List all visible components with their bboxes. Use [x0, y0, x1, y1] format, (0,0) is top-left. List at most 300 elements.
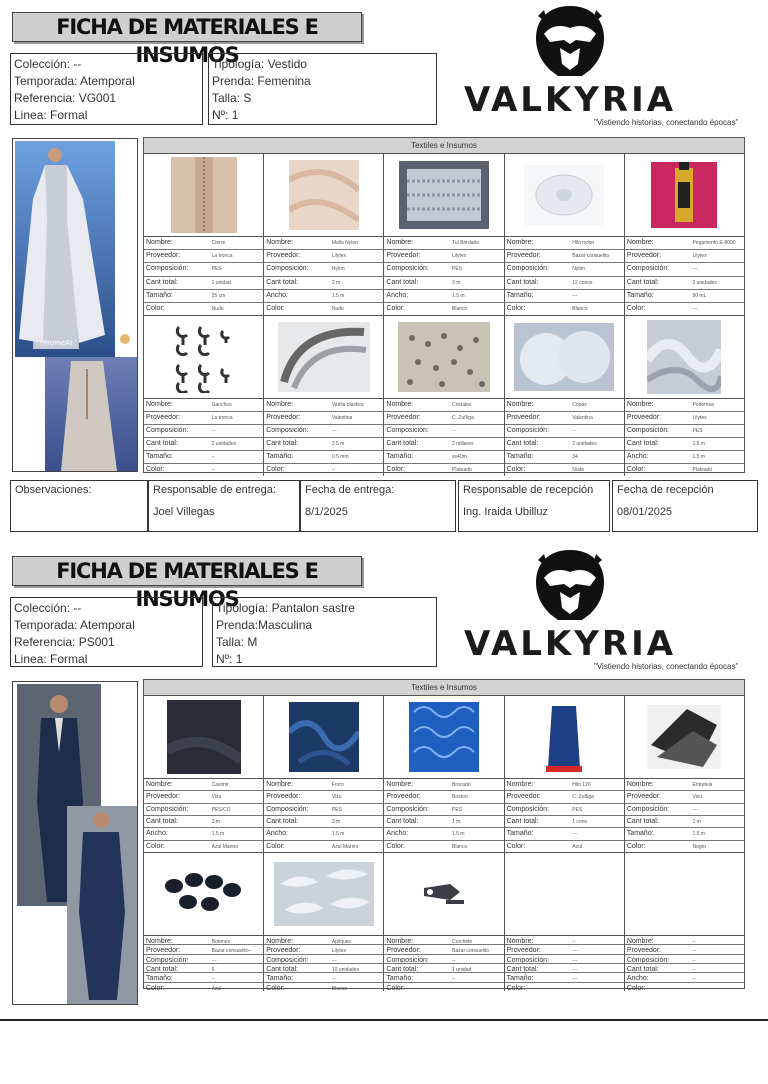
- spec-key: Cant total:: [266, 817, 299, 825]
- material-spec: [384, 399, 504, 476]
- spec-key: Nombre:: [266, 401, 294, 408]
- spec-key: Cant total:: [266, 965, 299, 973]
- spec-value: Nude: [211, 305, 224, 312]
- spec-key: Cant total:: [266, 278, 299, 286]
- garment-info: [208, 53, 437, 125]
- spec-value: 2.5 m: [331, 441, 345, 447]
- thread-cone-icon: [544, 700, 584, 774]
- spec-key: Composición:: [626, 956, 670, 963]
- spec-value: 1.5 m: [692, 831, 705, 838]
- spec-key: Cant total:: [266, 440, 299, 447]
- spec-key: Tamaño:: [146, 291, 173, 299]
- spec-value: Botones: [211, 939, 230, 945]
- spec-key: Color:: [266, 466, 285, 473]
- spec-value: 6: [211, 966, 215, 973]
- spec-key: Composición:: [506, 805, 550, 813]
- info-line: Colección: --: [14, 601, 82, 615]
- spec-key: Composición:: [386, 427, 429, 434]
- spec-value: ---: [572, 831, 578, 838]
- spec-value: Blanco: [331, 985, 348, 991]
- material-spec: [625, 237, 744, 315]
- spec-key: Proveedor:: [386, 252, 421, 260]
- material-image: [264, 853, 384, 935]
- spec-value: ---: [692, 305, 698, 312]
- spec-value: PES: [452, 266, 463, 273]
- spec-key: Composición:: [146, 956, 189, 963]
- spec-key: Cant total:: [146, 965, 178, 973]
- spec-value: Lilytex: [331, 948, 347, 954]
- spec-key: Tamaño:: [506, 453, 534, 460]
- material-spec: [264, 237, 384, 315]
- spec-key: Color:: [266, 842, 285, 850]
- spec-value: ---: [572, 292, 578, 299]
- materials-grid: [143, 137, 745, 473]
- spec-key: Composición:: [146, 427, 189, 434]
- spec-key: Cant total:: [146, 817, 178, 825]
- spec-value: PES: [452, 806, 463, 813]
- material-image-empty: [625, 853, 744, 935]
- spec-key: Composición:: [626, 265, 670, 273]
- material-spec: [264, 399, 384, 476]
- spec-value: Brocado: [452, 782, 471, 788]
- valkyria-helmet-icon: [530, 548, 610, 622]
- nylon-thread-spool-icon: [524, 165, 604, 225]
- spec-key: Nombre:: [506, 938, 534, 945]
- spec-key: Color:: [506, 466, 526, 473]
- material-image: [144, 853, 264, 935]
- interfacing-fabric-icon: [647, 705, 721, 769]
- reception-date-box: [612, 480, 758, 532]
- spec-key: Color:: [386, 466, 406, 473]
- spec-key: Ancho:: [386, 291, 409, 299]
- material-spec: [384, 936, 504, 991]
- spec-key: Ancho:: [626, 453, 649, 460]
- spec-value: --: [572, 428, 576, 434]
- spec-value: Nude: [331, 305, 344, 312]
- spec-key: Nombre:: [146, 401, 173, 408]
- spec-value: Blanco: [452, 305, 468, 312]
- spec-key: Nombre:: [626, 781, 654, 788]
- spec-value: Tul Bordado: [452, 240, 480, 246]
- spec-value: C. Zuñiga: [452, 415, 474, 421]
- spec-value: PES: [572, 806, 583, 813]
- spec-key: Proveedor:: [626, 414, 662, 421]
- spec-value: Valentina: [331, 415, 353, 421]
- info-line: Linea: Formal: [14, 652, 88, 666]
- spec-value: --: [452, 428, 456, 434]
- spec-value: PES: [331, 806, 342, 813]
- spec-row-2: [144, 399, 744, 476]
- spec-value: --: [211, 976, 215, 982]
- spec-value: ---: [331, 976, 337, 982]
- spec-key: Proveedor:: [266, 252, 301, 260]
- info-line: Colección: --: [14, 57, 82, 71]
- brand-name: VALKYRIA: [463, 624, 677, 664]
- spec-key: Cant total:: [506, 965, 539, 973]
- spec-key: Proveedor:: [506, 414, 541, 421]
- material-spec: [384, 779, 504, 852]
- material-spec: [384, 237, 504, 315]
- brand-logo: [438, 0, 758, 132]
- spec-key: Proveedor:: [506, 947, 541, 954]
- spec-value: --: [692, 939, 696, 945]
- spec-value: --: [452, 957, 456, 963]
- spec-key: Nombre:: [626, 401, 654, 408]
- material-image: [505, 316, 625, 398]
- spec-key: Composición:: [626, 805, 670, 813]
- spec-value: ---: [211, 957, 217, 963]
- spec-key: Proveedor:: [386, 947, 421, 954]
- reception-date-label: Fecha de recepción: [617, 484, 714, 496]
- spec-value: ---: [572, 948, 578, 954]
- material-image: [384, 154, 504, 236]
- spec-key: Tamaño:: [506, 830, 534, 838]
- spec-key: Ancho:: [146, 830, 168, 838]
- spec-value: Nylon: [572, 266, 586, 273]
- spec-key: Color:: [506, 304, 526, 312]
- spec-key: Tamaño:: [386, 453, 414, 460]
- spec-key: Cant total:: [626, 440, 659, 447]
- brand-tagline: "Vistiendo historias, conectando épocas": [594, 662, 739, 671]
- spec-value: Nylon: [331, 266, 345, 273]
- spec-value: Ganchos: [211, 402, 232, 408]
- spec-key: Composición:: [386, 805, 429, 813]
- spec-value: ---: [572, 957, 578, 963]
- spec-key: Nombre:: [386, 239, 414, 246]
- spec-value: Vizu: [211, 794, 222, 801]
- material-sheet-1: [0, 0, 768, 540]
- spec-value: ---: [572, 985, 578, 991]
- spec-value: Vizu: [692, 794, 703, 801]
- material-image: [144, 696, 264, 778]
- spec-value: Cristales: [452, 402, 472, 408]
- spec-value: 1 unidad: [452, 966, 472, 973]
- spec-key: Proveedor:: [626, 252, 662, 260]
- spec-key: Color:: [266, 304, 285, 312]
- spec-value: Boston: [452, 794, 468, 801]
- material-spec: [144, 936, 264, 991]
- delivery-responsible-value: Joel Villegas: [153, 506, 215, 518]
- info-line: Prenda: Femenina: [212, 74, 311, 88]
- spec-key: Cant total:: [626, 817, 659, 825]
- spec-key: Tamaño:: [386, 975, 414, 982]
- spec-value: Bazar consuelito: [572, 253, 610, 260]
- valkyria-helmet-icon: [530, 4, 610, 78]
- spec-key: Color:: [386, 304, 406, 312]
- spec-key: Proveedor:: [386, 793, 421, 801]
- spec-value: Hilo 120: [572, 782, 591, 788]
- spec-value: 1.5 m: [692, 441, 705, 447]
- delivery-date-box: [300, 480, 456, 532]
- spec-value: 1 cono: [572, 818, 588, 825]
- spec-value: Cierre: [211, 240, 226, 246]
- material-spec: [264, 936, 384, 991]
- collection-info: [10, 597, 203, 667]
- lining-fabric-icon: [289, 702, 359, 772]
- spec-key: Tamaño:: [506, 291, 534, 299]
- info-line: Talla: S: [212, 91, 252, 105]
- material-spec: [625, 779, 744, 852]
- spec-key: Proveedor:: [146, 947, 181, 954]
- spec-key: Color:: [146, 466, 165, 473]
- spec-key: Nombre:: [626, 938, 654, 945]
- brocade-fabric-icon: [409, 702, 479, 772]
- spec-value: Poderosa: [692, 402, 714, 408]
- garment-photo: [12, 138, 138, 472]
- spec-value: 1 m: [692, 818, 701, 825]
- spec-value: C. Zuñiga: [572, 794, 594, 801]
- spec-value: 25 cm: [211, 292, 226, 299]
- spec-key: Tamaño:: [146, 453, 173, 460]
- grid-header: Textiles e Insumos: [144, 138, 744, 154]
- spec-key: Cant total:: [626, 965, 659, 973]
- info-line: Nº: 1: [212, 108, 239, 122]
- spec-key: Cant total:: [506, 278, 539, 286]
- material-spec: [144, 237, 264, 315]
- image-row-2: [144, 853, 744, 936]
- spec-value: --: [331, 467, 336, 473]
- spec-key: Color:: [626, 466, 646, 473]
- info-line: Linea: Formal: [14, 108, 88, 122]
- material-spec: [505, 779, 625, 852]
- spec-row-1: [144, 237, 744, 316]
- spec-key: Color:: [506, 842, 526, 850]
- spec-key: Cant total:: [386, 817, 419, 825]
- spec-key: Cant total:: [386, 278, 419, 286]
- info-line: Talla: M: [216, 635, 258, 649]
- spec-value: Entretela: [692, 782, 713, 788]
- spec-key: Cant total:: [386, 440, 419, 447]
- delivery-responsible-label: Responsable de entrega:: [153, 484, 276, 496]
- spec-key: Color:: [506, 984, 526, 991]
- spec-value: La tronca: [211, 415, 233, 421]
- spec-key: Composición:: [506, 427, 550, 434]
- spec-key: Nombre:: [386, 938, 414, 945]
- spec-key: Tamaño:: [146, 975, 173, 982]
- spec-key: Nombre:: [506, 239, 534, 246]
- buttons-icon: [158, 864, 250, 924]
- material-image: [264, 154, 384, 236]
- spec-key: Proveedor:: [506, 252, 541, 260]
- spec-key: Color:: [626, 304, 646, 312]
- spec-key: Proveedor:: [266, 947, 301, 954]
- spec-value: 3 m: [452, 279, 461, 286]
- material-spec: [144, 399, 264, 476]
- spec-value: PES/CO: [211, 806, 231, 813]
- bra-cups-icon: [514, 323, 614, 391]
- material-image: [144, 154, 264, 236]
- spec-value: Varilla plastica: [331, 402, 364, 408]
- spec-row-1: [144, 779, 744, 853]
- spec-key: Cant total:: [506, 440, 539, 447]
- spec-key: Cant total:: [626, 278, 659, 286]
- garment-photo: [12, 681, 138, 1005]
- materials-grid: [143, 679, 745, 989]
- spec-value: Azul: [211, 985, 222, 991]
- spec-value: Vizu: [331, 794, 342, 801]
- spec-value: Azul Marino: [211, 843, 239, 850]
- info-line: Tipología: Vestido: [212, 57, 307, 71]
- info-line: Temporada: Atemporal: [14, 74, 135, 88]
- reception-responsible-label: Responsable de recepción: [463, 484, 594, 496]
- spec-key: Cant total:: [506, 817, 539, 825]
- spec-value: 1.5 m: [331, 831, 345, 838]
- material-image: [264, 696, 384, 778]
- material-image: [505, 154, 625, 236]
- observations-label: Observaciones:: [15, 484, 92, 496]
- delivery-date-label: Fecha de entrega:: [305, 484, 395, 496]
- info-line: Nº: 1: [216, 652, 243, 666]
- image-row-1: [144, 154, 744, 237]
- spec-value: ---: [331, 428, 337, 434]
- image-row-2: [144, 316, 744, 399]
- spec-key: Color:: [386, 984, 406, 991]
- spec-value: --: [692, 985, 696, 991]
- cashmere-fabric-icon: [167, 700, 241, 774]
- spec-key: Proveedor:: [626, 947, 662, 954]
- spec-key: Tamaño:: [626, 291, 654, 299]
- spec-value: --: [692, 957, 696, 963]
- model-suit-photo-icon: [13, 682, 138, 1005]
- spec-value: 1.5 m: [452, 292, 465, 299]
- spec-value: ---: [331, 957, 337, 963]
- image-row-1: [144, 696, 744, 779]
- material-image: [264, 316, 384, 398]
- material-spec: [505, 936, 625, 991]
- spec-value: Plateado: [452, 467, 472, 473]
- appliques-icon: [274, 862, 374, 926]
- spec-value: --: [211, 454, 215, 460]
- spec-value: 1 m: [452, 818, 461, 825]
- spec-key: Nombre:: [266, 781, 294, 788]
- reception-responsible-value: Ing. Iraida Ubilluz: [463, 506, 548, 518]
- spec-key: Nombre:: [146, 938, 173, 945]
- nylon-mesh-icon: [289, 160, 359, 230]
- spec-value: La tronca: [211, 253, 233, 260]
- spec-value: PES: [211, 266, 222, 273]
- material-spec: [625, 936, 744, 991]
- spec-value: Bazar consuelito: [452, 948, 490, 954]
- collection-info: [10, 53, 203, 125]
- sheet-title: FICHA DE MATERIALES E INSUMOS: [12, 12, 362, 42]
- info-line: Tipología: Pantalon sastre: [216, 601, 355, 615]
- spec-value: 0.5 mm: [331, 454, 349, 460]
- garment-info: [212, 597, 437, 667]
- plastic-boning-icon: [278, 322, 370, 392]
- brand-name: VALKYRIA: [463, 80, 677, 120]
- delivery-responsible-box: [148, 480, 300, 532]
- spec-key: Proveedor:: [266, 793, 301, 801]
- spec-key: Proveedor:: [386, 414, 421, 421]
- spec-value: 2 unidades: [211, 441, 237, 447]
- spec-value: Apliques: [331, 939, 352, 945]
- spec-key: Color:: [146, 842, 165, 850]
- material-spec: [505, 237, 625, 315]
- spec-key: Proveedor:: [266, 414, 301, 421]
- spec-value: Lilytex: [452, 253, 467, 260]
- spec-key: Composición:: [386, 956, 429, 963]
- spec-value: Forro: [331, 782, 344, 788]
- spec-key: Composición:: [146, 805, 189, 813]
- material-spec: [505, 399, 625, 476]
- spec-key: Nombre:: [146, 781, 173, 788]
- spec-value: Valentina: [572, 415, 593, 421]
- spec-value: Negro: [692, 843, 707, 850]
- spec-value: 12 conos: [572, 279, 593, 286]
- spec-value: 1.5 m: [331, 292, 345, 299]
- spec-value: --: [211, 428, 215, 434]
- spec-value: 34: [572, 454, 578, 460]
- info-line: Referencia: PS001: [14, 635, 115, 649]
- spec-value: 10 unidades: [331, 966, 360, 973]
- spec-key: Color:: [626, 984, 646, 991]
- spec-value: Azul: [572, 843, 582, 850]
- spec-value: Lilytex: [692, 415, 707, 421]
- spec-value: Hilo nylon: [572, 240, 595, 246]
- spec-value: Azul Marino: [331, 843, 359, 850]
- spec-value: Bazar consuelito--: [211, 948, 252, 954]
- spec-value: 3 m: [211, 818, 220, 825]
- spec-value: 1.5 m: [211, 831, 225, 838]
- material-spec: [144, 779, 264, 852]
- spec-value: 2 unidades: [572, 441, 597, 447]
- spec-value: Plateado: [692, 467, 713, 473]
- spec-value: 1 unidad: [211, 279, 231, 286]
- spec-value: 50 mL: [692, 292, 707, 299]
- spec-key: Nombre:: [146, 239, 173, 246]
- spec-value: --: [692, 948, 696, 954]
- material-image: [144, 316, 264, 398]
- spec-key: Composición:: [266, 805, 309, 813]
- spec-key: Color:: [386, 842, 406, 850]
- spec-key: Tamaño:: [266, 453, 294, 460]
- spec-key: Cant total:: [146, 440, 178, 447]
- crystals-bag-icon: [398, 322, 490, 392]
- spec-value: --: [452, 985, 456, 991]
- spec-key: Ancho:: [386, 830, 409, 838]
- material-image: [625, 154, 744, 236]
- spec-value: Casimir: [211, 782, 229, 788]
- spec-key: Color:: [266, 984, 285, 991]
- spec-value: 2 unidades: [692, 279, 717, 286]
- material-image: [384, 696, 504, 778]
- spec-value: --: [452, 976, 456, 982]
- spec-key: Tamaño:: [266, 975, 294, 982]
- reception-responsible-box: [458, 480, 610, 532]
- info-line: Referencia: VG001: [14, 91, 117, 105]
- spec-value: --: [692, 966, 696, 973]
- spec-key: Nombre:: [386, 781, 414, 788]
- spec-key: Proveedor:: [146, 793, 181, 801]
- satin-fabric-icon: [647, 320, 721, 394]
- material-image: [505, 696, 625, 778]
- spec-value: --: [211, 467, 215, 473]
- spec-key: Nombre:: [626, 239, 654, 246]
- hook-eye-icon: [416, 874, 472, 914]
- spec-key: Composición:: [146, 265, 189, 273]
- spec-value: 1.5 m: [452, 831, 465, 838]
- material-sheet-2: [0, 544, 768, 1084]
- brand-logo: [438, 544, 758, 676]
- photo-watermark: PromeAI: [43, 339, 73, 347]
- spec-row-2: [144, 936, 744, 991]
- spec-key: Proveedor:: [146, 414, 181, 421]
- material-image: [625, 696, 744, 778]
- spec-value: 2 millares: [452, 441, 474, 447]
- spec-key: Ancho:: [626, 975, 649, 982]
- bottom-divider: [0, 1019, 768, 1021]
- spec-key: Composición:: [266, 265, 309, 273]
